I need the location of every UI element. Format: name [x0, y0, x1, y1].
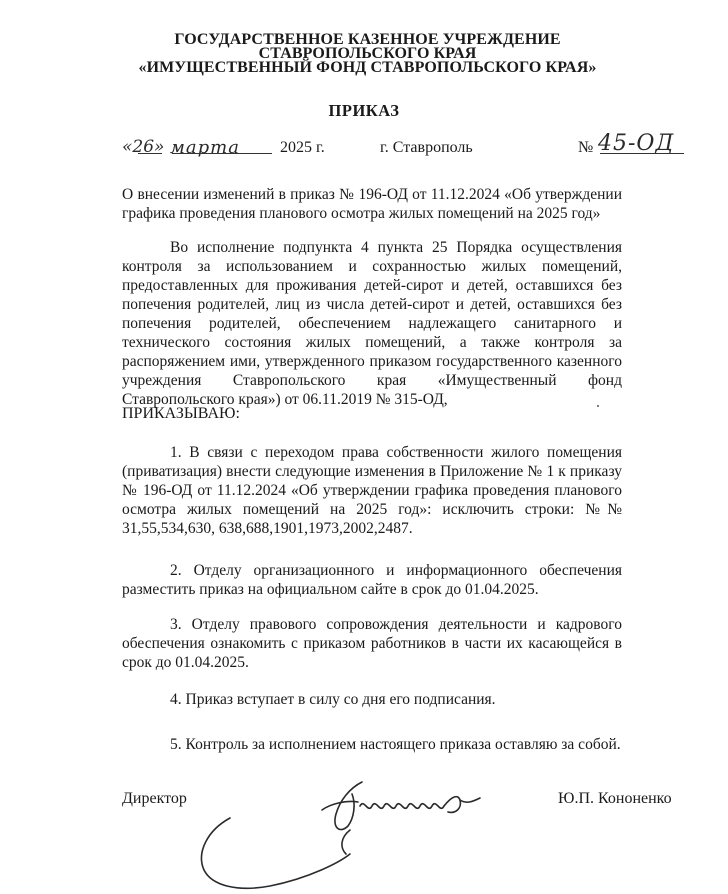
subject-text: О внесении изменений в приказ № 196-ОД от 11.12.2024 «Об утверждении графика проведения планового осмотра жилых помещений на 2025 год»	[122, 186, 622, 222]
handwritten-signature	[190, 770, 510, 894]
prikazyvayu-heading: ПРИКАЗЫВАЮ:	[122, 405, 240, 422]
date-year: 2025 г.	[280, 139, 325, 156]
city: г. Ставрополь	[380, 139, 473, 156]
order-item-3: 3. Отделу правового сопровождения деятельности и кадрового обеспечения ознакомить с приказом работников в части их касающейся в срок до 01.04.2025.	[122, 616, 622, 671]
order-number-underline	[600, 153, 684, 154]
signer-name: Ю.П. Кононенко	[558, 790, 672, 807]
order-item-1: 1. В связи с переходом права собственности жилого помещения (приватизация) внести следующие изменения в Приложение № 1 к приказу № 196-ОД от 11.12.2024 «Об утверждении графика проведения планового осмотра жилых помещений на 2025 год»: исключить строки: №№ 31,55,534,630, 638,688,1901,1973,2002,2487.	[122, 444, 622, 537]
header-line-1: ГОСУДАРСТВЕННОЕ КАЗЕННОЕ УЧРЕЖДЕНИЕ	[174, 31, 561, 48]
date-day-handwritten: «26»	[122, 137, 165, 157]
number-sign: №	[578, 139, 594, 156]
order-item-5: 5. Контроль за исполнением настоящего приказа оставляю за собой.	[170, 736, 621, 753]
signer-position: Директор	[122, 790, 187, 807]
organization-header	[110, 33, 625, 75]
header-line-2: СТАВРОПОЛЬСКОГО КРАЯ	[258, 45, 477, 62]
date-month-handwritten: марта	[170, 137, 240, 158]
date-line	[0, 131, 728, 165]
order-item-2: 2. Отделу организационного и информационного обеспечения разместить приказ на официальном сайте в срок до 01.04.2025.	[122, 562, 622, 598]
header-line-3: «ИМУЩЕСТВЕННЫЙ ФОНД СТАВРОПОЛЬСКОГО КРАЯ»	[138, 59, 597, 76]
preamble-text: Во исполнение подпункта 4 пункта 25 Порядка осуществления контроля за использованием и сохранностью жилых помещений, предоставленных для проживания детей-сирот и детей, оставшихся без попечения родителей, лиц из числа детей-сирот и детей, оставшихся без попечения родителей, обеспечением надлежащего санитарного и технического состояния жилых помещений, а также контроля за распоряжением ими, утвержденного приказом государственного казенного учреждения Ставропольского края «Имущественный фонд Ставропольского края») от 06.11.2019 № 315-ОД,	[122, 239, 622, 408]
order-number-handwritten: 45-ОД	[598, 131, 675, 156]
order-item-4: 4. Приказ вступает в силу со дня его подписания.	[170, 691, 496, 708]
document-title: ПРИКАЗ	[328, 101, 400, 120]
scan-speck	[597, 405, 599, 407]
date-month-underline	[172, 153, 272, 154]
date-day-underline	[138, 153, 162, 154]
